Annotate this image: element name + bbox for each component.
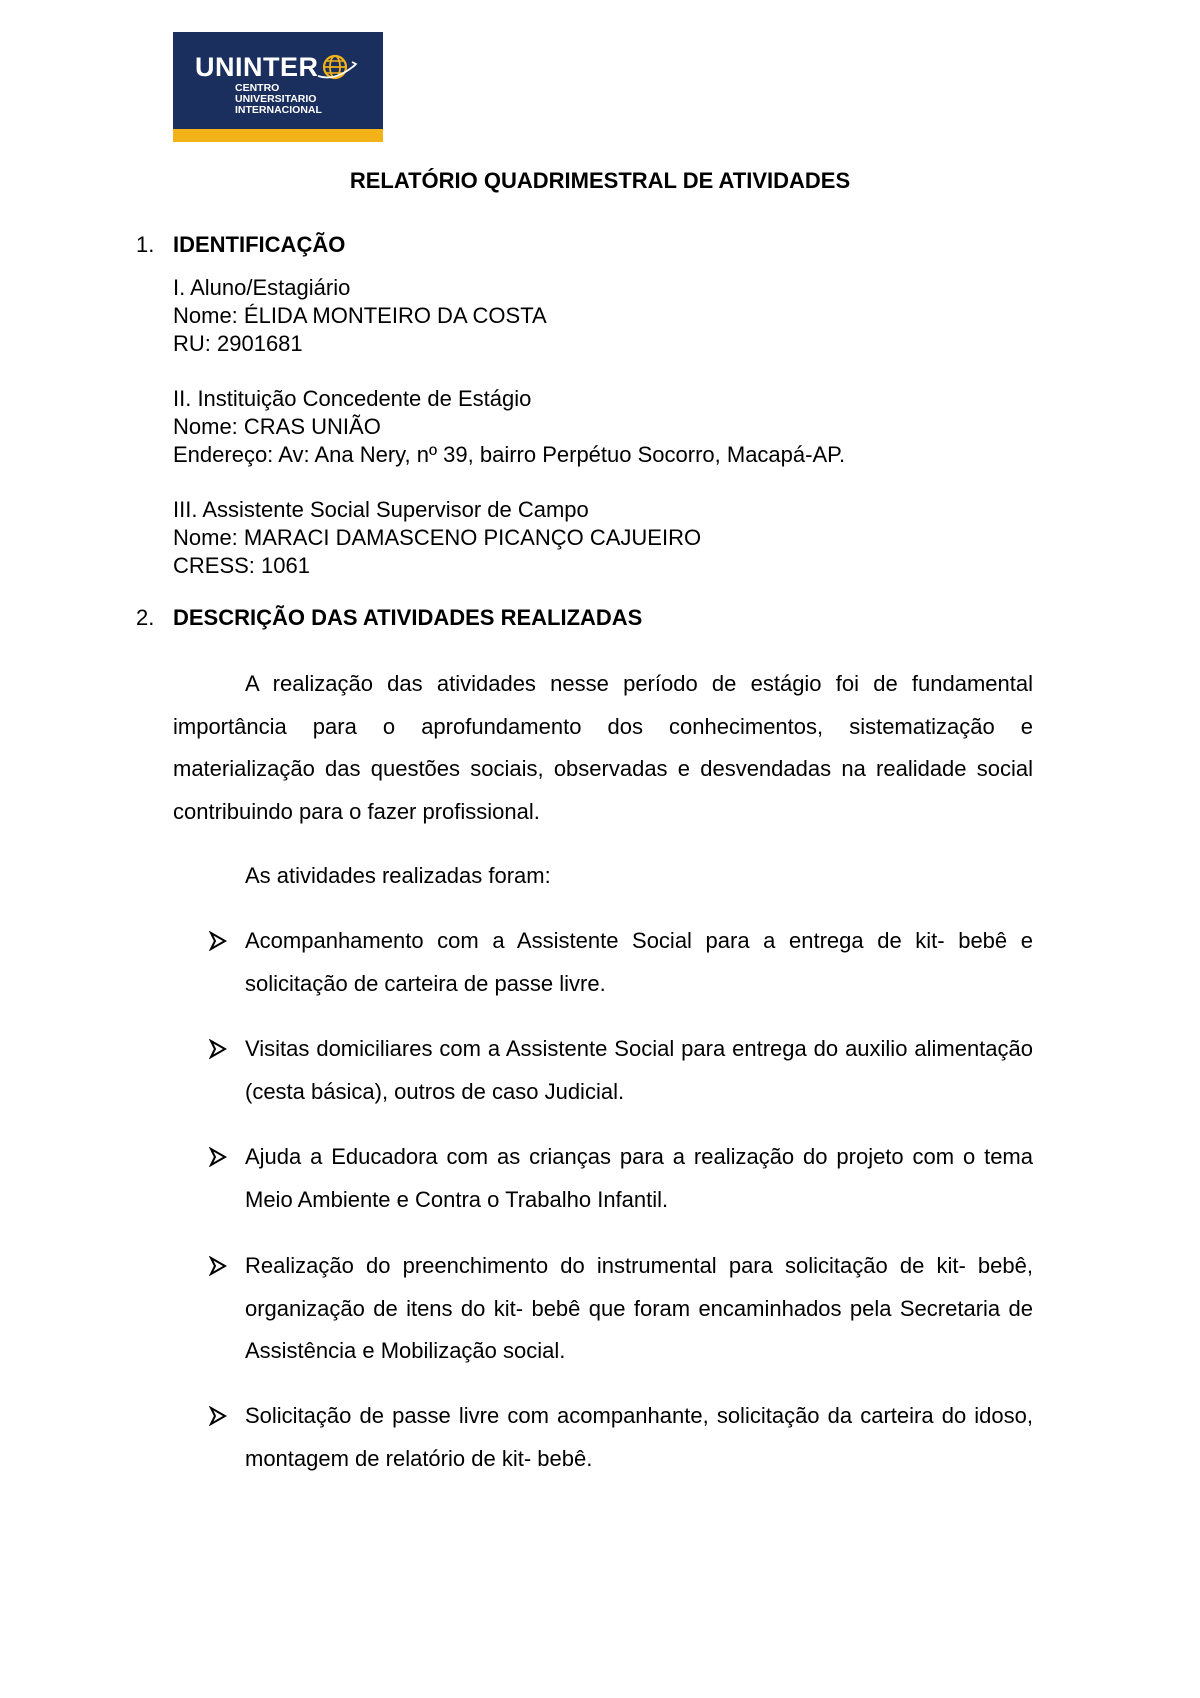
institution-address: Endereço: Av: Ana Nery, nº 39, bairro Perpétuo Socorro, Macapá-AP. (173, 442, 846, 467)
section-title: IDENTIFICAÇÃO (173, 232, 346, 257)
activity-bullet (173, 1136, 1033, 1221)
activity-bullet (173, 1245, 1033, 1373)
activity-text: Acompanhamento com a Assistente Social para a entrega de kit- bebê e solicitação de carteira de passe livre. (245, 928, 1033, 996)
section-heading-identificacao (136, 232, 345, 258)
activity-text: Solicitação de passe livre com acompanhante, solicitação da carteira do idoso, montagem de relatório de kit- bebê. (245, 1403, 1033, 1471)
logo-subtitle-line: INTERNACIONAL (235, 104, 322, 116)
activity-bullet (173, 920, 1033, 1005)
arrowhead-bullet-icon (209, 931, 227, 951)
arrowhead-bullet-icon (209, 1406, 227, 1426)
student-name: Nome: ÉLIDA MONTEIRO DA COSTA (173, 303, 547, 328)
logo-subtitle-line: UNIVERSITARIO (235, 93, 317, 105)
activity-item (173, 1395, 1033, 1480)
logo-brand-text: UNINTER (195, 52, 319, 82)
supervisor-cress: CRESS: 1061 (173, 553, 310, 578)
section-title: DESCRIÇÃO DAS ATIVIDADES REALIZADAS (173, 605, 643, 630)
student-label: I. Aluno/Estagiário (173, 275, 351, 300)
activity-item (173, 1245, 1033, 1373)
arrowhead-bullet-icon (209, 1256, 227, 1276)
description-paragraph: A realização das atividades nesse período de estágio foi de fundamental importância para o aprofundamento dos conhecimentos, sistematização e materialização das questões sociais, observadas e desvendadas na realidade social contribuindo para o fazer profissional. (173, 671, 1033, 824)
supervisor-name: Nome: MARACI DAMASCENO PICANÇO CAJUEIRO (173, 525, 702, 550)
institution-name: Nome: CRAS UNIÃO (173, 414, 381, 439)
logo-stripe (173, 129, 383, 142)
activity-item (173, 920, 1033, 1005)
section-heading-descricao (136, 605, 642, 631)
student-ru: RU: 2901681 (173, 331, 303, 356)
document-title: RELATÓRIO QUADRIMESTRAL DE ATIVIDADES (349, 168, 851, 193)
activities-intro: As atividades realizadas foram: (245, 863, 551, 888)
globe-icon (316, 52, 358, 82)
activity-text: Realização do preenchimento do instrumental para solicitação de kit- bebê, organização de itens do kit- bebê que foram encaminhados pela Secretaria de Assistência e Mobilização social. (245, 1253, 1033, 1363)
uninter-logo (173, 32, 383, 142)
supervisor-label: III. Assistente Social Supervisor de Campo (173, 497, 589, 522)
activity-item (173, 1136, 1033, 1221)
logo-subtitle-line: CENTRO (235, 82, 280, 94)
institution-label: II. Instituição Concedente de Estágio (173, 386, 532, 411)
activity-item (173, 1028, 1033, 1113)
arrowhead-bullet-icon (209, 1147, 227, 1167)
section-number: 1. (136, 232, 155, 257)
activity-text: Ajuda a Educadora com as crianças para a realização do projeto com o tema Meio Ambiente e Contra o Trabalho Infantil. (245, 1144, 1033, 1212)
activity-bullet (173, 1028, 1033, 1113)
activity-text: Visitas domiciliares com a Assistente Social para entrega do auxilio alimentação (cesta básica), outros de caso Judicial. (245, 1036, 1033, 1104)
logo-subtitle (235, 83, 322, 116)
section-number: 2. (136, 605, 155, 630)
activity-bullet (173, 1395, 1033, 1480)
arrowhead-bullet-icon (209, 1039, 227, 1059)
